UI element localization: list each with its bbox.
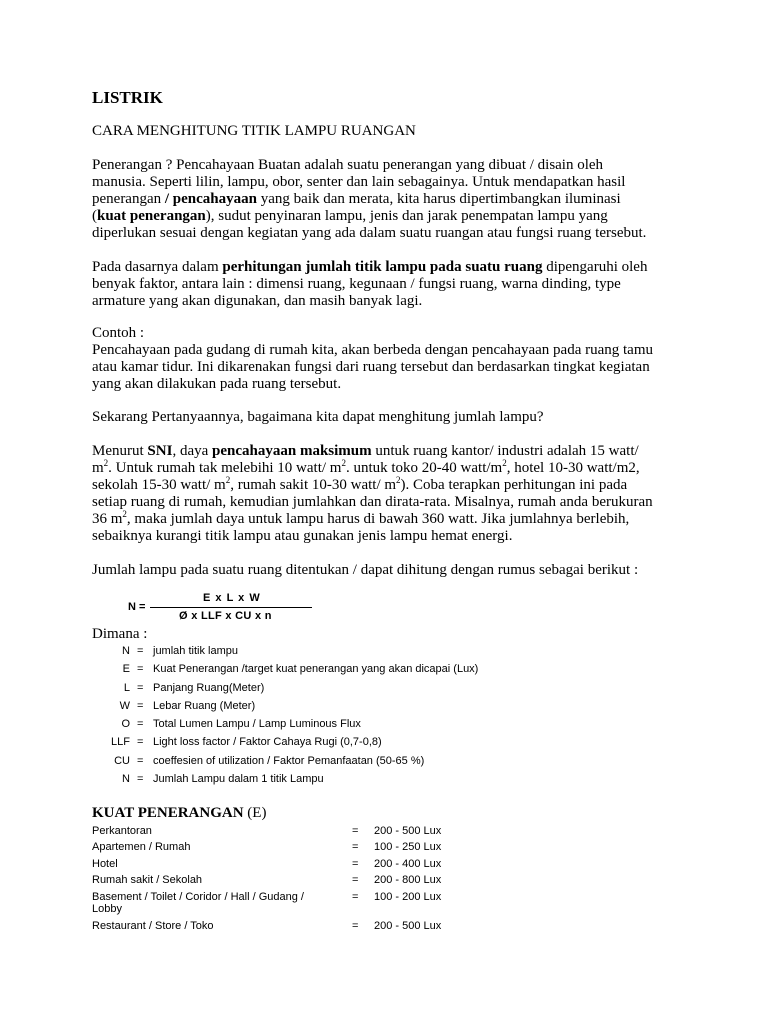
place-cell: Basement / Toilet / Coridor / Hall / Gudang / Lobby bbox=[92, 891, 304, 915]
paragraph-dasar bbox=[92, 259, 692, 310]
text-run: yang baik dan merata, kita harus dipertimbangkan iluminasi bbox=[257, 191, 621, 207]
bold-term: / pencahayaan bbox=[164, 191, 257, 207]
text-line: diperlukan sesuai dengan kegiatan yang ada dalam suatu ruangan atau fungsi ruang tersebut. bbox=[92, 225, 647, 241]
formula-lhs: N = bbox=[128, 601, 146, 613]
paragraph-penerangan bbox=[92, 157, 692, 242]
superscript: 2 bbox=[341, 458, 346, 468]
text-run: ( bbox=[92, 208, 97, 224]
lux-range-cell: 200 - 400 Lux bbox=[374, 858, 442, 870]
equals-sign: = bbox=[137, 682, 144, 694]
equals-sign: = bbox=[137, 773, 144, 785]
definition-text: jumlah titik lampu bbox=[153, 645, 238, 657]
paragraph-contoh bbox=[92, 325, 692, 393]
definition-text: Jumlah Lampu dalam 1 titik Lampu bbox=[153, 773, 324, 785]
text-line: Jumlah lampu pada suatu ruang ditentukan / dapat dihitung dengan rumus sebagai berikut : bbox=[92, 562, 639, 578]
section-heading bbox=[92, 805, 266, 822]
text-line: Penerangan ? Pencahayaan Buatan adalah suatu penerangan yang dibuat / disain oleh bbox=[92, 157, 604, 173]
text-run: , daya bbox=[172, 443, 213, 459]
formula-numerator: E x L x W bbox=[203, 592, 261, 604]
subtitle: CARA MENGHITUNG TITIK LAMPU RUANGAN bbox=[92, 123, 416, 139]
heading-bold: KUAT PENERANGAN bbox=[92, 805, 244, 821]
text-run: Menurut bbox=[92, 443, 148, 459]
text-line: armature yang akan digunakan, dan masih banyak lagi. bbox=[92, 293, 423, 309]
equals-sign: = bbox=[137, 736, 144, 748]
equals-sign: = bbox=[352, 825, 359, 837]
equals-sign: = bbox=[137, 645, 144, 657]
place-cell: Restaurant / Store / Toko bbox=[92, 920, 214, 932]
text-line: Contoh : bbox=[92, 325, 145, 341]
superscript: 2 bbox=[396, 475, 401, 485]
bold-term: kuat penerangan bbox=[97, 208, 206, 224]
definition-text: Lebar Ruang (Meter) bbox=[153, 700, 256, 712]
text-run: 36 m bbox=[92, 511, 123, 527]
paragraph-question bbox=[92, 409, 692, 426]
text-run: untuk ruang kantor/ industri adalah 15 watt/ bbox=[371, 443, 639, 459]
fraction-line bbox=[150, 607, 312, 608]
text-line: Pencahayaan pada gudang di rumah kita, akan berbeda dengan pencahayaan pada ruang tamu bbox=[92, 342, 653, 358]
superscript: 2 bbox=[122, 509, 127, 519]
page-title: LISTRIK bbox=[92, 88, 163, 107]
equals-sign: = bbox=[352, 874, 359, 886]
definition-symbol: LLF bbox=[111, 736, 130, 748]
text-line: Sekarang Pertanyaannya, bagaimana kita dapat menghitung jumlah lampu? bbox=[92, 409, 544, 425]
text-line bbox=[92, 259, 692, 276]
lux-range-cell: 200 - 500 Lux bbox=[374, 920, 442, 932]
definition-symbol: N bbox=[122, 645, 130, 657]
definition-symbol: L bbox=[123, 682, 130, 694]
text-run: Pada dasarnya dalam bbox=[92, 259, 223, 275]
text-run: ), sudut penyinaran lampu, jenis dan jarak penempatan lampu yang bbox=[205, 208, 608, 224]
definition-symbol: W bbox=[119, 700, 130, 712]
definition-symbol: E bbox=[122, 663, 130, 675]
text-run: , rumah sakit 10-30 watt/ m bbox=[230, 477, 397, 493]
text-run: . Untuk rumah tak melebihi 10 watt/ m bbox=[108, 460, 342, 476]
definition-symbol: CU bbox=[114, 755, 130, 767]
lux-range-cell: 100 - 200 Lux bbox=[374, 891, 442, 903]
superscript: 2 bbox=[225, 475, 231, 485]
text-line bbox=[92, 460, 692, 477]
place-cell: Apartemen / Rumah bbox=[92, 841, 191, 853]
text-line: setiap ruang di rumah, kemudian jumlahkan dan dirata-rata. Misalnya, rumah anda berukuran bbox=[92, 494, 653, 510]
equals-sign: = bbox=[137, 700, 144, 712]
text-run: m bbox=[92, 460, 104, 476]
place-cell: Hotel bbox=[92, 858, 118, 870]
dimana-label: Dimana : bbox=[92, 626, 148, 642]
text-line: atau kamar tidur. Ini dikarenakan fungsi dari ruang tersebut dan berdasarkan tingkat kegiatan bbox=[92, 359, 650, 375]
text-run: , maka jumlah daya untuk lampu harus di bawah 360 watt. Jika jumlahnya berlebih, bbox=[126, 511, 630, 527]
text-line bbox=[92, 443, 692, 460]
superscript: 2 bbox=[502, 458, 507, 468]
equals-sign: = bbox=[137, 663, 144, 675]
lux-range-cell: 100 - 250 Lux bbox=[374, 841, 442, 853]
text-run: penerangan bbox=[92, 191, 165, 207]
paragraph-rumus-intro bbox=[92, 562, 692, 579]
text-run: , hotel 10-30 watt/m2, bbox=[506, 460, 640, 476]
lux-range-cell: 200 - 800 Lux bbox=[374, 874, 442, 886]
equals-sign: = bbox=[352, 858, 359, 870]
definition-text: Light loss factor / Faktor Cahaya Rugi (0,7-0,8) bbox=[153, 736, 382, 748]
text-line bbox=[92, 191, 692, 208]
place-cell: Perkantoran bbox=[92, 825, 152, 837]
text-line: yang akan dilakukan pada ruang tersebut. bbox=[92, 376, 342, 392]
superscript: 2 bbox=[103, 458, 109, 468]
text-run: dipengaruhi oleh bbox=[542, 259, 648, 275]
equals-sign: = bbox=[137, 718, 144, 730]
lux-range-cell: 200 - 500 Lux bbox=[374, 825, 442, 837]
definition-text: coeffesien of utilization / Faktor Pemanfaatan (50-65 %) bbox=[153, 755, 425, 767]
text-run: ). Coba terapkan perhitungan ini pada bbox=[400, 477, 628, 493]
definition-text: Total Lumen Lampu / Lamp Luminous Flux bbox=[153, 718, 361, 730]
text-run: sekolah 15-30 watt/ m bbox=[92, 477, 226, 493]
text-line: benyak faktor, antara lain : dimensi ruang, kegunaan / fungsi ruang, warna dinding, type bbox=[92, 276, 621, 292]
definition-symbol: N bbox=[122, 773, 130, 785]
text-line: sebaiknya kurangi titik lampu atau gunakan jenis lampu hemat energi. bbox=[92, 528, 513, 544]
equals-sign: = bbox=[352, 891, 359, 903]
bold-term: perhitungan jumlah titik lampu pada suatu ruang bbox=[222, 259, 543, 275]
equals-sign: = bbox=[137, 755, 144, 767]
definition-text: Kuat Penerangan /target kuat penerangan yang akan dicapai (Lux) bbox=[153, 663, 479, 675]
text-line bbox=[92, 208, 692, 225]
paragraph-sni bbox=[92, 443, 692, 545]
definition-symbol: O bbox=[121, 718, 130, 730]
text-run: . untuk toko 20-40 watt/m bbox=[345, 460, 503, 476]
heading-rest: (E) bbox=[243, 805, 267, 821]
bold-term: SNI bbox=[147, 443, 173, 459]
formula-denominator: Ø x LLF x CU x n bbox=[179, 610, 272, 622]
text-line bbox=[92, 477, 692, 494]
definition-text: Panjang Ruang(Meter) bbox=[153, 682, 265, 694]
place-cell: Rumah sakit / Sekolah bbox=[92, 874, 203, 886]
text-line: manusia. Seperti lilin, lampu, obor, senter dan lain sebagainya. Untuk mendapatkan hasil bbox=[92, 174, 626, 190]
equals-sign: = bbox=[352, 920, 359, 932]
text-line bbox=[92, 511, 692, 528]
equals-sign: = bbox=[352, 841, 359, 853]
bold-term: pencahayaan maksimum bbox=[212, 443, 372, 459]
